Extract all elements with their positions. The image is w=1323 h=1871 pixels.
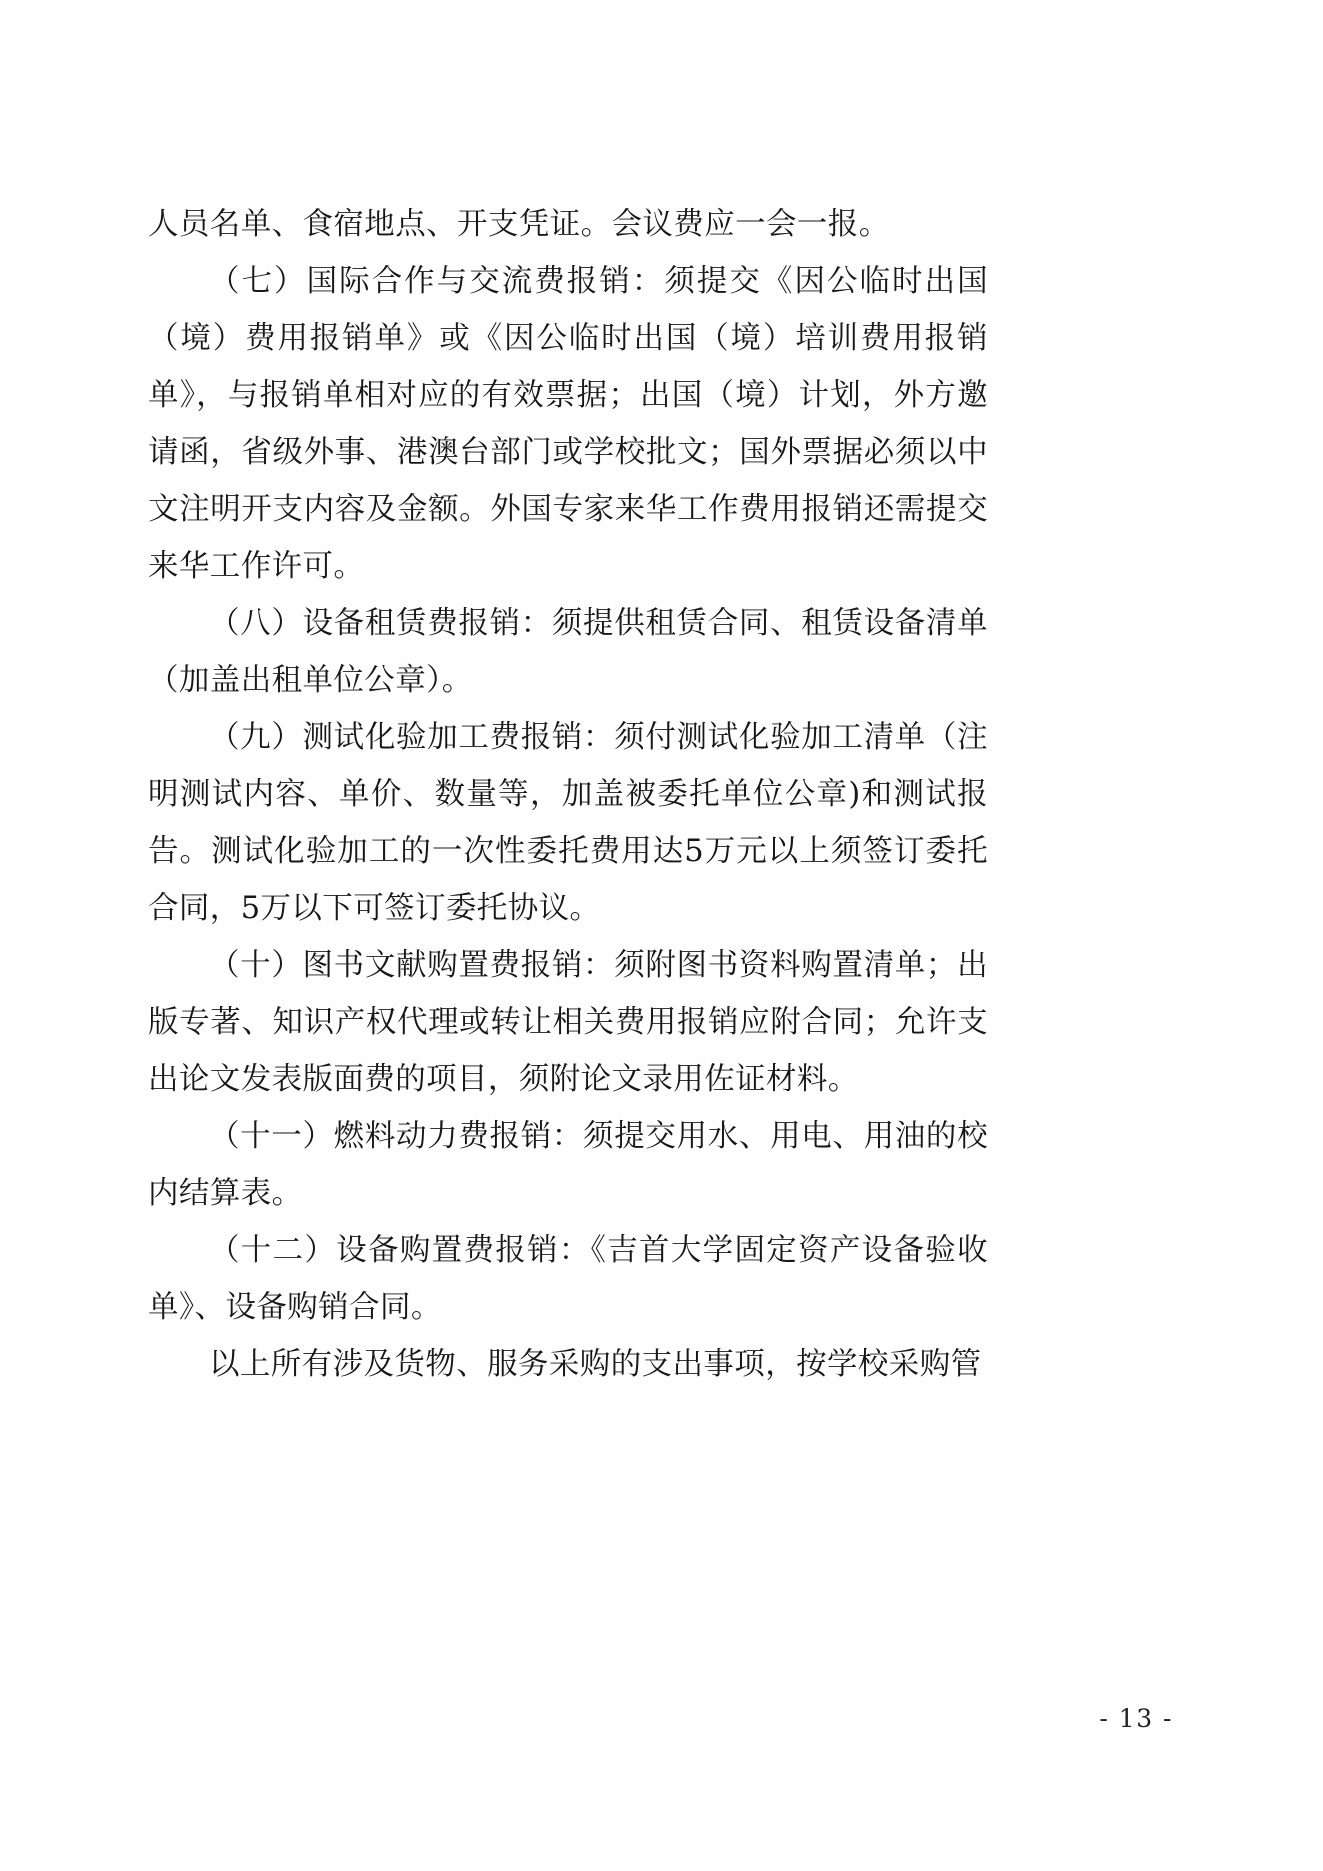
paragraph-item-9-testing: （九）测试化验加工费报销：须付测试化验加工清单（注明测试内容、单价、数量等，加盖被委托单位公章)和测试报告。测试化验加工的一次性委托费用达5万元以上须签订委托合同，5万以下可签订委托协议。 [148, 720, 988, 926]
page-number: - 13 - [1099, 1704, 1173, 1733]
paragraph-item-11-fuel: （十一）燃料动力费报销：须提交用水、用电、用油的校内结算表。 [148, 1119, 988, 1211]
document-body [148, 196, 988, 1393]
paragraph-item-12-equipment-purchase: （十二）设备购置费报销：《吉首大学固定资产设备验收单》、设备购销合同。 [148, 1233, 988, 1325]
paragraph-item-8-equipment-lease: （八）设备租赁费报销：须提供租赁合同、租赁设备清单（加盖出租单位公章）。 [148, 606, 988, 698]
paragraph-item-10-books: （十）图书文献购置费报销：须附图书资料购置清单；出版专著、知识产权代理或转让相关费用报销应附合同；允许支出论文发表版面费的项目，须附论文录用佐证材料。 [148, 948, 988, 1097]
paragraph-closing-procurement: 以上所有涉及货物、服务采购的支出事项，按学校采购管 [209, 1347, 982, 1382]
paragraph-item-7-international: （七）国际合作与交流费报销：须提交《因公临时出国（境）费用报销单》或《因公临时出国（境）培训费用报销单》，与报销单相对应的有效票据；出国（境）计划，外方邀请函，省级外事、港澳台部门或学校批文；国外票据必须以中文注明开支内容及金额。外国专家来华工作费用报销还需提交来华工作许可。 [148, 264, 988, 584]
paragraph-continued-meeting-fee: 人员名单、食宿地点、开支凭证。会议费应一会一报。 [148, 207, 890, 242]
